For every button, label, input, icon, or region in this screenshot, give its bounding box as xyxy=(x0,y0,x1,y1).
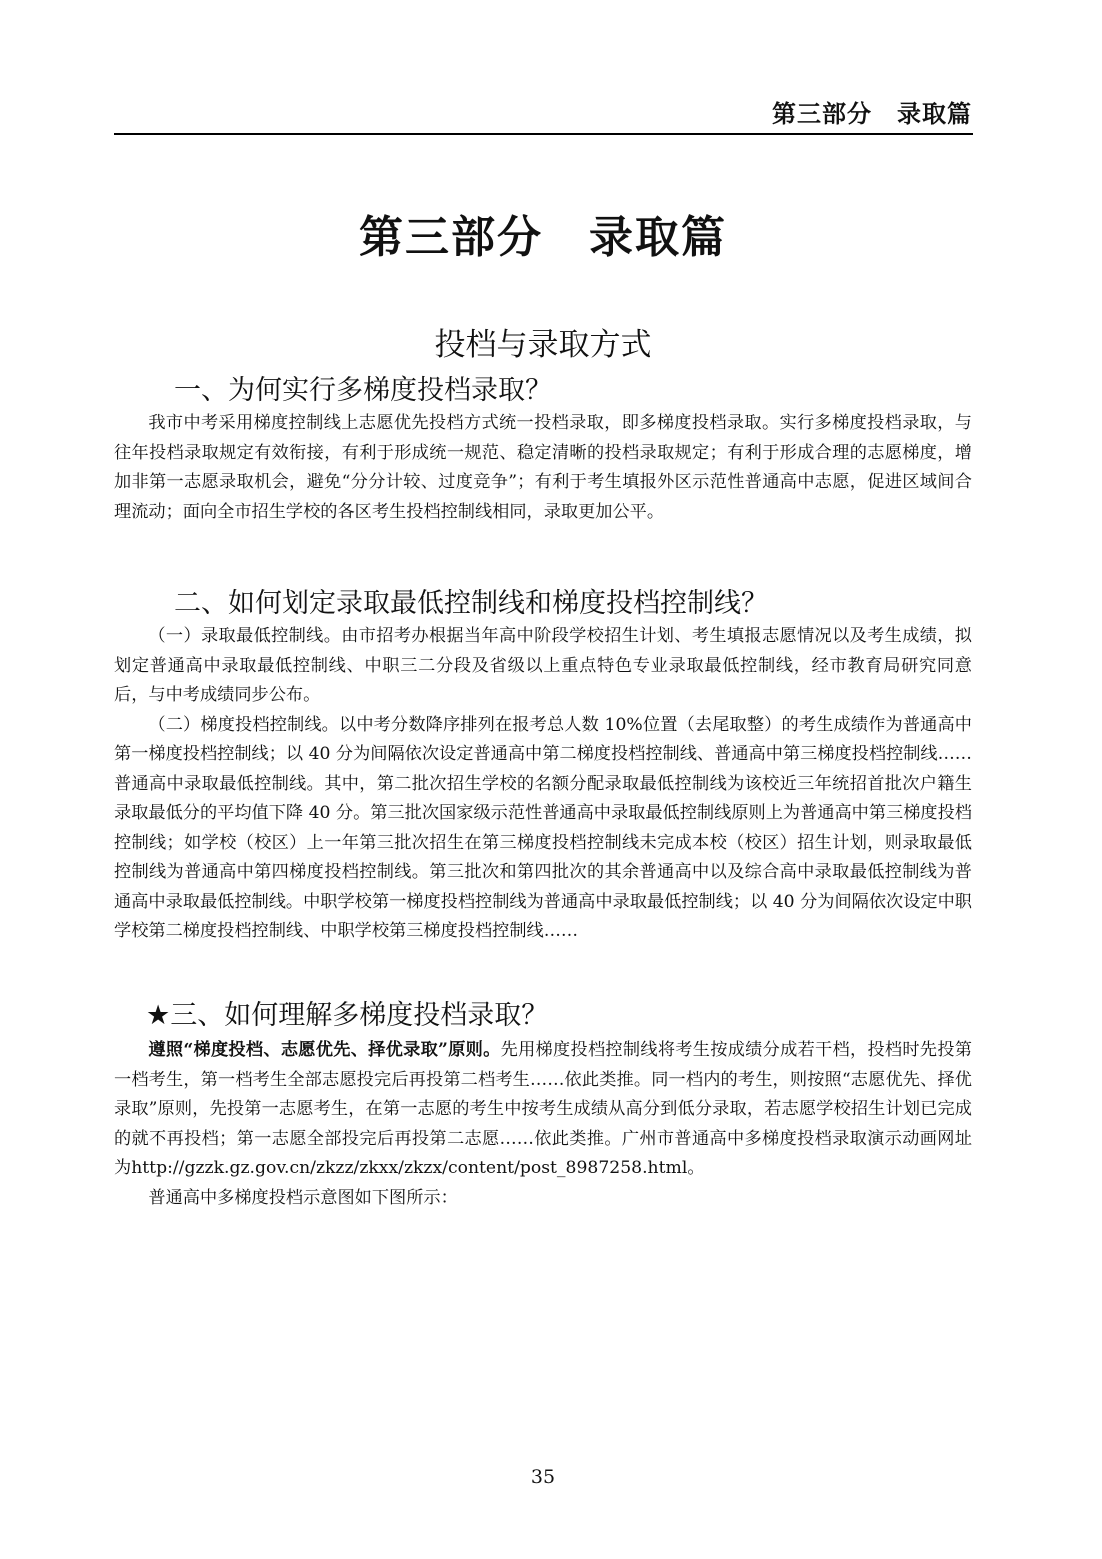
diagram-caption-note: 普通高中多梯度投档示意图如下图所示： xyxy=(148,1187,458,1208)
question-3-body xyxy=(114,1036,972,1213)
question-2-heading: 二、如何划定录取最低控制线和梯度投档控制线？ xyxy=(174,588,768,619)
chapter-title: 第三部分 录取篇 xyxy=(359,212,727,263)
question-3-paragraph xyxy=(114,1036,972,1184)
question-2-paragraph-2: （二）梯度投档控制线。以中考分数降序排列在报考总人数 10%位置（去尾取整）的考生成绩作为普通高中第一梯度投档控制线；以 40 分为间隔依次设定普通高中第二梯度投档控制线、普通高中第三梯度投档控制线……普通高中录取最低控制线。其中，第二批次招生学校的名额分配录取最低控制线为该校近三年统招首批次户籍生录取最低分的平均值下降 40 分。第三批次国家级示范性普通高中录取最低控制线原则上为普通高中第三梯度投档控制线；如学校（校区）上一年第三批次招生在第三梯度投档控制线未完成本校（校区）招生计划，则录取最低控制线为普通高中第四梯度投档控制线。第三批次和第四批次的其余普通高中以及综合高中录取最低控制线为普通高中录取最低控制线。中职学校第一梯度投档控制线为普通高中录取最低控制线；以 40 分为间隔依次设定中职学校第二梯度投档控制线、中职学校第三梯度投档控制线…… xyxy=(114,714,972,941)
header-divider xyxy=(114,133,973,135)
demo-animation-link[interactable]: http://gzzk.gz.gov.cn/zkzz/zkxx/zkzx/content/post_8987258.html xyxy=(131,1158,688,1178)
question-3-text: 先用梯度投档控制线将考生按成绩分成若干档，投档时先投第一档考生，第一档考生全部志愿投完后再投第二档考生……依此类推。同一档内的考生，则按照“志愿优先、择优录取”原则，先投第一志愿考生，在第一志愿的考生中按考生成绩从高分到低分录取，若志愿学校招生计划已完成的就不再投档；第一志愿全部投完后再投第二志愿……依此类推。广州市普通高中多梯度投档录取演示动画网址为 xyxy=(114,1040,972,1178)
page-number: 35 xyxy=(530,1466,556,1488)
question-3-heading: ★三、如何理解多梯度投档录取？ xyxy=(146,1000,549,1031)
question-2-paragraph-1: （一）录取最低控制线。由市招考办根据当年高中阶段学校招生计划、考生填报志愿情况以及考生成绩，拟划定普通高中录取最低控制线、中职三二分段及省级以上重点特色专业录取最低控制线，经市教育局研究同意后，与中考成绩同步公布。 xyxy=(114,626,972,705)
question-1-heading: 一、为何实行多梯度投档录取？ xyxy=(174,375,552,406)
section-title: 投档与录取方式 xyxy=(434,327,652,363)
running-header: 第三部分 录取篇 xyxy=(772,100,972,128)
url-suffix: 。 xyxy=(687,1158,705,1178)
question-2-body xyxy=(114,622,972,947)
question-1-paragraph: 我市中考采用梯度控制线上志愿优先投档方式统一投档录取，即多梯度投档录取。实行多梯度投档录取，与往年投档录取规定有效衔接，有利于形成统一规范、稳定清晰的投档录取规定；有利于形成合理的志愿梯度，增加非第一志愿录取机会，避免“分分计较、过度竞争”；有利于考生填报外区示范性普通高中志愿，促进区域间合理流动；面向全市招生学校的各区考生投档控制线相同，录取更加公平。 xyxy=(114,413,972,522)
principle-lead: 遵照“梯度投档、志愿优先、择优录取”原则。 xyxy=(148,1040,501,1060)
question-1-body xyxy=(114,409,972,527)
